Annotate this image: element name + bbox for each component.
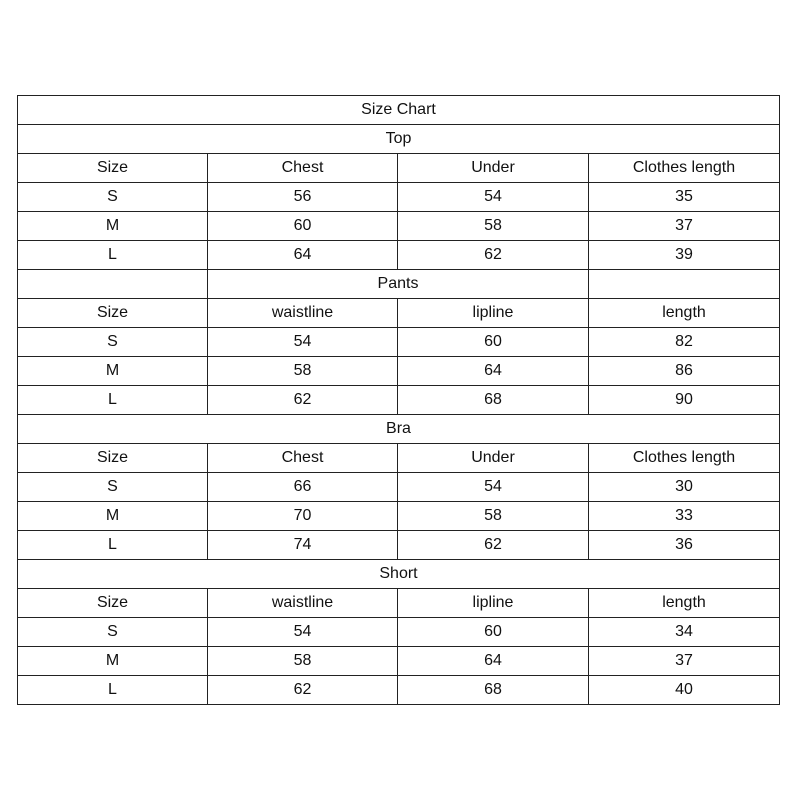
value-cell: 62: [208, 676, 398, 705]
empty-cell: [18, 270, 208, 299]
column-header: Clothes length: [589, 154, 780, 183]
size-cell: L: [18, 386, 208, 415]
size-cell: L: [18, 531, 208, 560]
column-header: length: [589, 589, 780, 618]
value-cell: 64: [398, 357, 589, 386]
table-row: [18, 502, 780, 531]
header-row-pants: [18, 299, 780, 328]
column-header: Size: [18, 299, 208, 328]
value-cell: 30: [589, 473, 780, 502]
value-cell: 58: [398, 502, 589, 531]
section-label-top: Top: [18, 125, 780, 154]
column-header: waistline: [208, 589, 398, 618]
value-cell: 58: [398, 212, 589, 241]
size-cell: L: [18, 241, 208, 270]
value-cell: 33: [589, 502, 780, 531]
section-row-bra: [18, 415, 780, 444]
empty-cell: [589, 270, 780, 299]
value-cell: 60: [398, 328, 589, 357]
value-cell: 37: [589, 647, 780, 676]
value-cell: 74: [208, 531, 398, 560]
value-cell: 64: [398, 647, 589, 676]
size-cell: M: [18, 212, 208, 241]
value-cell: 34: [589, 618, 780, 647]
size-cell: S: [18, 618, 208, 647]
title-row: [18, 96, 780, 125]
size-cell: S: [18, 473, 208, 502]
column-header: waistline: [208, 299, 398, 328]
section-label-bra: Bra: [18, 415, 780, 444]
table-row: [18, 386, 780, 415]
header-row-bra: [18, 444, 780, 473]
value-cell: 58: [208, 357, 398, 386]
value-cell: 35: [589, 183, 780, 212]
size-chart-table: [17, 95, 780, 705]
section-label-short: Short: [18, 560, 780, 589]
value-cell: 64: [208, 241, 398, 270]
value-cell: 54: [208, 618, 398, 647]
column-header: lipline: [398, 589, 589, 618]
section-row-short: [18, 560, 780, 589]
column-header: Chest: [208, 154, 398, 183]
section-label-pants: Pants: [208, 270, 589, 299]
value-cell: 54: [398, 183, 589, 212]
value-cell: 66: [208, 473, 398, 502]
column-header: Size: [18, 589, 208, 618]
value-cell: 60: [208, 212, 398, 241]
value-cell: 39: [589, 241, 780, 270]
size-cell: S: [18, 328, 208, 357]
table-row: [18, 473, 780, 502]
value-cell: 58: [208, 647, 398, 676]
value-cell: 70: [208, 502, 398, 531]
value-cell: 82: [589, 328, 780, 357]
size-cell: M: [18, 647, 208, 676]
value-cell: 68: [398, 386, 589, 415]
table-row: [18, 328, 780, 357]
table-row: [18, 647, 780, 676]
table-row: [18, 531, 780, 560]
section-row-pants: [18, 270, 780, 299]
value-cell: 37: [589, 212, 780, 241]
table-row: [18, 212, 780, 241]
table-title: Size Chart: [18, 96, 780, 125]
value-cell: 36: [589, 531, 780, 560]
column-header: Clothes length: [589, 444, 780, 473]
column-header: length: [589, 299, 780, 328]
size-cell: M: [18, 502, 208, 531]
column-header: Under: [398, 444, 589, 473]
section-row-top: [18, 125, 780, 154]
header-row-top: [18, 154, 780, 183]
value-cell: 60: [398, 618, 589, 647]
column-header: Chest: [208, 444, 398, 473]
size-cell: S: [18, 183, 208, 212]
table-row: [18, 241, 780, 270]
table-row: [18, 183, 780, 212]
size-cell: M: [18, 357, 208, 386]
value-cell: 90: [589, 386, 780, 415]
table-row: [18, 676, 780, 705]
column-header: Under: [398, 154, 589, 183]
value-cell: 86: [589, 357, 780, 386]
value-cell: 62: [398, 241, 589, 270]
table-row: [18, 357, 780, 386]
value-cell: 54: [398, 473, 589, 502]
value-cell: 56: [208, 183, 398, 212]
value-cell: 62: [398, 531, 589, 560]
value-cell: 62: [208, 386, 398, 415]
value-cell: 54: [208, 328, 398, 357]
column-header: lipline: [398, 299, 589, 328]
column-header: Size: [18, 154, 208, 183]
column-header: Size: [18, 444, 208, 473]
value-cell: 40: [589, 676, 780, 705]
size-cell: L: [18, 676, 208, 705]
header-row-short: [18, 589, 780, 618]
table-row: [18, 618, 780, 647]
value-cell: 68: [398, 676, 589, 705]
